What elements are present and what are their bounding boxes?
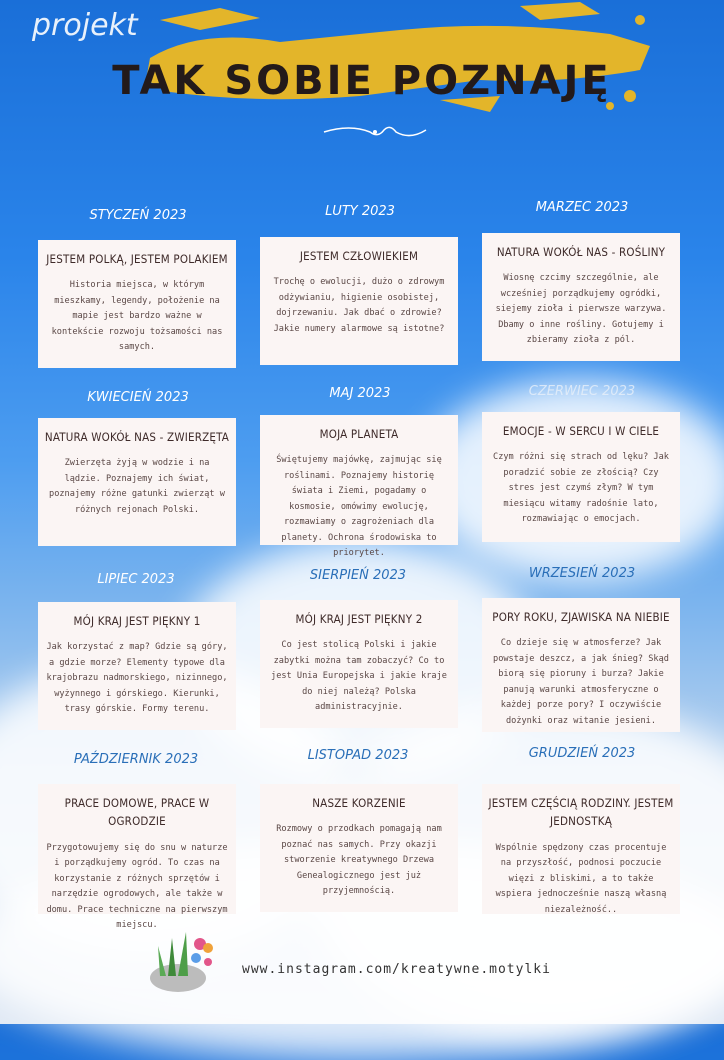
month-card bbox=[38, 602, 236, 730]
card-text: Wiosnę czcimy szczególnie, ale wcześniej porządkujemy ogródki, siejemy zioła i pierwsze warzywa. Dbamy o inne rośliny. Gotujemy i zbieramy zioła z pól. bbox=[495, 273, 667, 346]
month-label: MARZEC 2023 bbox=[535, 200, 629, 215]
month-label: CZERWIEC 2023 bbox=[528, 384, 636, 399]
project-label: projekt bbox=[32, 8, 138, 43]
month-card bbox=[38, 418, 236, 546]
month-card bbox=[482, 412, 680, 542]
card-text: Zwierzęta żyją w wodzie i na lądzie. Poznajemy ich świat, poznajemy różne gatunki zwierząt w różnych rejonach Polski. bbox=[49, 458, 225, 515]
card-title: PORY ROKU, ZJAWISKA NA NIEBIE bbox=[492, 610, 670, 624]
month-card bbox=[482, 784, 680, 914]
butterfly-logo-icon bbox=[138, 918, 228, 998]
card-text: Przygotowujemy się do snu w naturze i porządkujemy ogród. To czas na korzystanie z różnych sprzętów i narzędzie ogrodowych, ale także w domu. Prace techniczne na pierwszym miejscu. bbox=[46, 842, 228, 931]
month-label: SIERPIEŃ 2023 bbox=[309, 568, 407, 583]
card-title: NATURA WOKÓŁ NAS - ROŚLINY bbox=[496, 245, 666, 259]
month-label: PAŹDZIERNIK 2023 bbox=[73, 752, 199, 767]
card-title: JESTEM CZĘŚCIĄ RODZINY. JESTEM JEDNOSTKĄ bbox=[488, 796, 674, 829]
card-title: JESTEM CZŁOWIEKIEM bbox=[299, 249, 419, 263]
card-text: Wspólnie spędzony czas procentuje na przyszłość, podnosi poczucie więzi z bliskimi, a to także wspiera jednocześnie naszą własną niezależność.. bbox=[495, 842, 667, 915]
card-text: Rozmowy o przodkach pomagają nam poznać nas samych. Przy okazji stworzenie kreatywnego Drzewa Genealogicznego jest już przyjemnością. bbox=[276, 824, 442, 897]
card-title: PRACE DOMOWE, PRACE W OGRODZIE bbox=[64, 796, 210, 829]
month-card bbox=[260, 415, 458, 559]
card-title: NATURA WOKÓŁ NAS - ZWIERZĘTA bbox=[44, 430, 230, 444]
page-title: TAK SOBIE POZNAJĘ bbox=[112, 58, 612, 104]
card-text: Co jest stolicą Polski i jakie zabytki można tam zobaczyć? Co to jest Unia Europejska i jakie kraje do niej należą? Polska administracyjnie. bbox=[271, 640, 447, 713]
card-text: Trochę o ewolucji, dużo o zdrowym odżywianiu, higienie osobistej, dojrzewaniu. Jak dbać o zdrowie? Jakie numery alarmowe są istotne? bbox=[273, 277, 445, 334]
card-title: EMOCJE - W SERCU I W CIELE bbox=[502, 424, 660, 438]
month-label: MAJ 2023 bbox=[329, 386, 391, 401]
card-text: Jak korzystać z map? Gdzie są góry, a gdzie morze? Elementy typowe dla krajobrazu nadmorskiego, nizinnego, wyżynnego i górskiego. Kierunki, trasy górskie. Formy terenu. bbox=[46, 642, 228, 715]
month-label: LUTY 2023 bbox=[325, 204, 395, 219]
card-text: Historia miejsca, w którym mieszkamy, legendy, położenie na mapie jest bardzo ważne w kontekście rozwoju tożsamości nas samych. bbox=[51, 280, 223, 353]
month-card bbox=[260, 237, 458, 365]
card-title: MÓJ KRAJ JEST PIĘKNY 1 bbox=[73, 614, 201, 628]
month-label: LISTOPAD 2023 bbox=[307, 748, 409, 763]
month-label: WRZESIEŃ 2023 bbox=[528, 566, 636, 581]
month-label: KWIECIEŃ 2023 bbox=[87, 390, 189, 405]
month-card bbox=[260, 784, 458, 912]
flourish-icon bbox=[320, 120, 430, 144]
month-card bbox=[38, 784, 236, 931]
month-label: GRUDZIEŃ 2023 bbox=[528, 746, 636, 761]
card-title: MÓJ KRAJ JEST PIĘKNY 2 bbox=[295, 612, 423, 626]
month-card bbox=[260, 600, 458, 728]
card-title: MOJA PLANETA bbox=[319, 427, 399, 441]
card-text: Czym różni się strach od lęku? Jak poradzić sobie ze złością? Czy stres jest czymś złym? W tym miesiącu witamy radośnie lato, rozmawiając o emocjach. bbox=[493, 452, 669, 525]
card-text: Co dzieje się w atmosferze? Jak powstaje deszcz, a jak śnieg? Skąd biorą się pioruny i burza? Jakie panują warunki atmosferyczne o każdej porze pory? I oczywiście dożynki oraz witanie jesieni. bbox=[493, 638, 669, 726]
month-card bbox=[38, 240, 236, 368]
instagram-link[interactable]: www.instagram.com/kreatywne.motylki bbox=[242, 962, 551, 977]
card-title: JESTEM POLKĄ, JESTEM POLAKIEM bbox=[46, 252, 228, 266]
month-label: LIPIEC 2023 bbox=[97, 572, 175, 587]
month-card bbox=[482, 233, 680, 361]
card-text: Świętujemy majówkę, zajmując się roślinami. Poznajemy historię świata i Ziemi, pogadamy o kosmosie, omówimy ewolucję, rozmawiamy o zagrożeniach dla planety. Ochrona środowiska to priorytet. bbox=[276, 455, 442, 559]
month-label: STYCZEŃ 2023 bbox=[89, 208, 187, 223]
month-card bbox=[482, 598, 680, 732]
card-title: NASZE KORZENIE bbox=[312, 796, 406, 810]
